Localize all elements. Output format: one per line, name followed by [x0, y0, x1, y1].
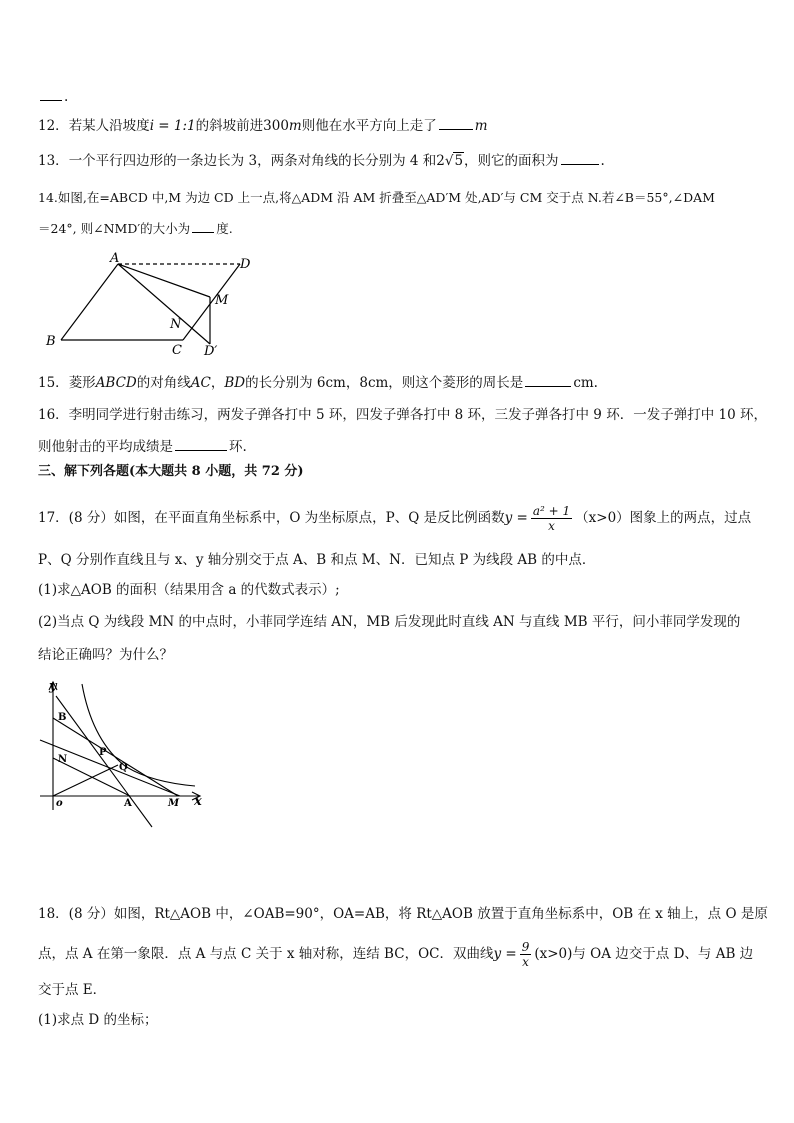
label-D-prime: D′ [204, 344, 218, 359]
question-18-line-2: 点，点 A 在第一象限．点 A 与点 C 关于 x 轴对称，连结 BC，OC．双曲线y = $\frac{9}{x}$ (x>0)与 OA 边交于点 D、与 AB 边 [38, 940, 754, 969]
question-18-line-1: 18．(8 分）如图，Rt△AOB 中，∠OAB=90°，OA=AB，将 Rt△AOB 放置于直角坐标系中，OB 在 x 轴上，点 O 是原 [38, 906, 768, 922]
axis-y-label: y [49, 679, 57, 694]
question-16-line-2: 则他射击的平均成绩是 环. [38, 436, 758, 457]
question-17-line-2: P、Q 分别作直线且与 x、y 轴分别交于点 A、B 和点 M、N．已知点 P 为线段 AB 的中点． [38, 552, 596, 568]
question-13: 13．一个平行四边形的一条边长为 3，两条对角线的长分别为 4 和2√5，则它的面积为 . [38, 150, 758, 171]
label-N: N [58, 754, 68, 765]
sqrt-expression: 2√5 [436, 153, 464, 169]
question-17-part-2-cont: 结论正确吗？为什么？ [38, 647, 173, 663]
label-N: N [170, 317, 182, 332]
question-12: 12．若某人沿坡度i = 1:1的斜坡前进300m则他在水平方向上走了 m [38, 115, 758, 136]
label-M: M [168, 798, 180, 809]
question-14-line-2: ＝24°, 则∠NMD′的大小为 度. [38, 218, 758, 239]
fraction: $\frac{\text{a² + 1}}{x}$ [532, 504, 571, 533]
label-D: D [240, 257, 251, 272]
question-17-line-1: 17．(8 分）如图，在平面直角坐标系中，O 为坐标原点，P、Q 是反比例函数y = $\frac{\text{a² + 1}}{x}$ （x>0）图象上的两点，过点 [38, 504, 752, 533]
label-O: o [56, 798, 63, 809]
fraction: $\frac{9}{x}$ [521, 940, 530, 969]
question-17-part-1: (1)求△AOB 的面积（结果用含 a 的代数式表示）; [38, 582, 340, 598]
question-17-part-2: (2)当点 Q 为线段 MN 的中点时，小菲同学连结 AN，MB 后发现此时直线 AN 与直线 MB 平行，问小菲同学发现的 [38, 614, 741, 630]
question-16-line-1: 16．李明同学进行射击练习，两发子弹各打中 5 环，四发子弹各打中 8 环，三发子弹各打中 9 环．一发子弹打中 10 环， [38, 407, 767, 423]
question-18-part-1: (1)求点 D 的坐标； [38, 1012, 158, 1028]
question-14-line-1: 14.如图,在=ABCD 中,M 为边 CD 上一点,将△ADM 沿 AM 折叠至△AD′M 处,AD′与 CM 交于点 N.若∠B＝55°,∠DAM [38, 190, 715, 205]
label-A: A [110, 251, 120, 266]
label-C: C [172, 343, 182, 358]
label-B: B [46, 334, 56, 349]
question-15: 15．菱形ABCD的对角线AC，BD的长分别为 6cm，8cm，则这个菱形的周长是 cm. [38, 372, 758, 393]
section-3-heading: 三、解下列各题(本大题共 8 小题，共 72 分) [38, 464, 304, 479]
label-Q: Q [119, 762, 128, 773]
label-P: P [99, 747, 107, 758]
label-B: B [58, 712, 67, 723]
label-M: M [215, 293, 229, 308]
question-18-line-3: 交于点 E． [38, 982, 107, 998]
axis-x-label: x [194, 794, 202, 809]
label-A: A [124, 798, 132, 809]
previous-answer-fragment: . [38, 86, 758, 107]
